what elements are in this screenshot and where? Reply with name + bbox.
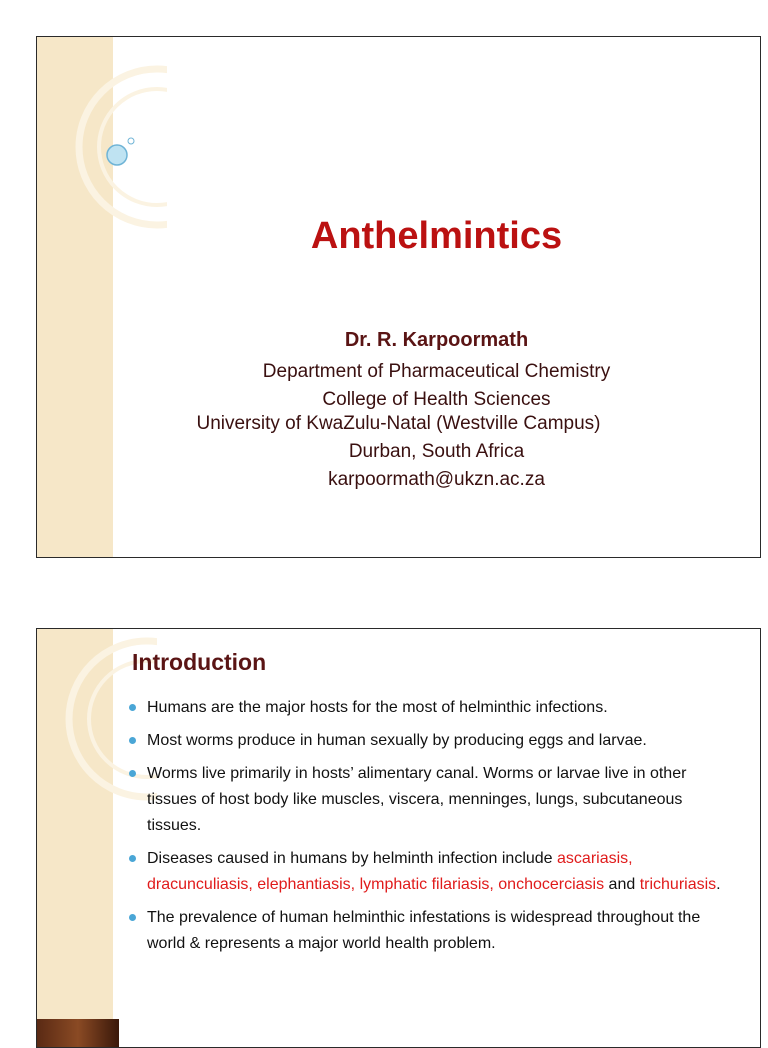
highlighted-term: trichuriasis [639,876,717,893]
bullet-text: Most worms produce in human sexually by producing eggs and larvae. [147,732,647,749]
bullet-item [129,905,739,957]
section-heading: Introduction [132,649,267,675]
author-name: Dr. R. Karpoormath [344,329,529,351]
bullet-text: Worms live primarily in hosts’ alimentary canal. Worms or larvae live in other tissues of host body like muscles, viscera, menninges, lungs, subcutaneous tissues. [147,765,687,834]
introduction-slide [36,628,761,1048]
highlighted-term: ascariasis, dracunculiasis, elephantiasis, lymphatic filariasis, onchocerciasis [147,850,633,893]
slide-title: Anthelmintics [310,215,563,257]
bullet-item [129,761,739,839]
bullet-text: . [716,876,721,893]
bullet-dot-icon [129,704,136,711]
department: Department of Pharmaceutical Chemistry [262,361,611,382]
bullet-list [129,695,739,964]
bullet-dot-icon [129,737,136,744]
bullet-text: Diseases caused in humans by helminth infection include [147,850,558,867]
college: College of Health Sciences [322,389,551,410]
bullet-item [129,846,739,898]
decorative-circles [37,37,167,237]
university: University of KwaZulu-Natal (Westville Campus) [196,413,601,434]
bullet-text: The prevalence of human helminthic infestations is widespread throughout the world & represents a major world health problem. [147,909,701,952]
city: Durban, South Africa [348,441,525,462]
bullet-dot-icon [129,770,136,777]
bullet-text: and [604,876,640,893]
bullet-dot-icon [129,855,136,862]
bullet-item [129,728,739,754]
email-address: karpoormath@ukzn.ac.za [328,469,545,490]
bullet-dot-icon [129,914,136,921]
bullet-text: Humans are the major hosts for the most of helminthic infections. [147,699,608,716]
title-slide [36,36,761,558]
photo-thumbnail [37,1019,119,1047]
bullet-item [129,695,739,721]
